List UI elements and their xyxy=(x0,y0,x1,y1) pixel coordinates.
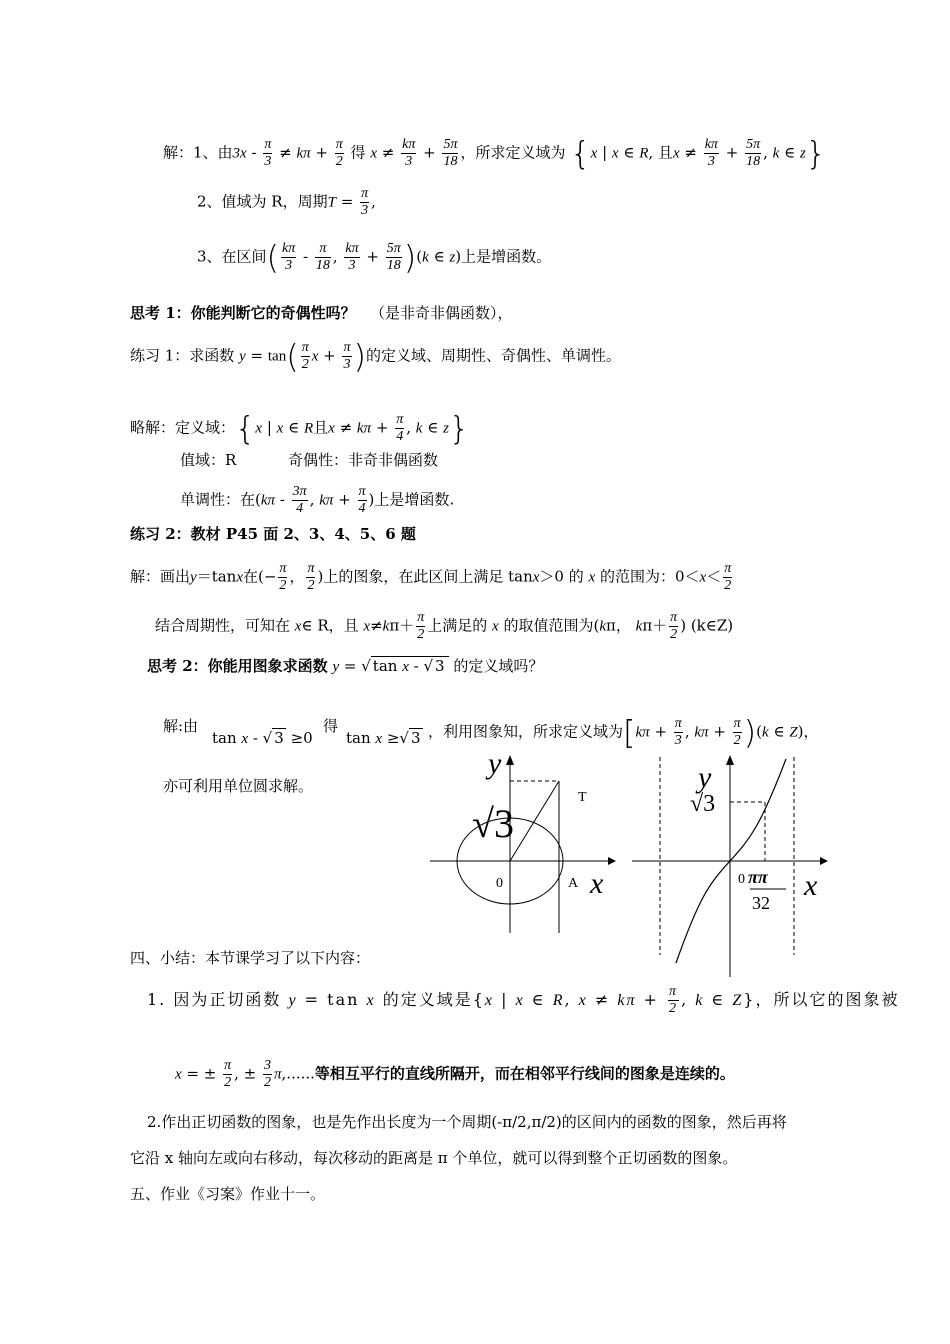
summary-point-2-line-1: 2.作出正切函数的图象，也是先作出长度为一个周期(-π/2,π/2)的区间内的函数的图象，然后再将 xyxy=(147,1113,787,1131)
think-2-unit-circle-note: 亦可利用单位圆求解。 xyxy=(163,777,314,795)
t-label: T xyxy=(578,790,587,805)
homework: 五、作业《习案》作业十一。 xyxy=(130,1185,326,1203)
unit-circle-figure xyxy=(420,745,620,935)
a-label: A xyxy=(568,876,579,891)
exercise-1: 练习 1：求函数 y = tan( $\frac{\pi}{2}$ x + $\frac{\pi}{3}$ )的定义域、周期性、奇偶性、单调性。 xyxy=(130,337,621,376)
exercise-1-parity: 奇偶性：非奇非偶函数 xyxy=(288,451,439,469)
solution-line-1: 解：1、由3x - $\frac{\pi}{3}$ ≠ kπ + $\frac{\pi}{2}$ 得 x ≠ $\frac{k\pi}{3}$ + $\frac{5\pi}{18}$ ，所求定义域为 {x | x ∈ R, 且x ≠ $\frac{k\pi}{3}$ + $\frac{5\pi}{18}$ , k ∈ z} xyxy=(163,134,827,173)
exercise-1-domain: 略解：定义域：{x | x ∈ R且x ≠ kπ + $\frac{\pi}{4}$ , k ∈ z} xyxy=(130,409,470,448)
think-2-inequality-1: tan x - √ 3 ≥0 xyxy=(212,729,313,747)
exercise-2-title: 练习 2：教材 P45 面 2、3、4、5、6 题 xyxy=(130,525,416,543)
x-axis-label-2: x xyxy=(804,869,818,902)
solution-line-2: 2、值域为 R，周期T = $\frac{\pi}{3}$ , xyxy=(197,186,376,218)
tangent-graph-figure xyxy=(628,745,838,980)
origin-label-2: 0 xyxy=(738,872,745,887)
y-axis-label-2: y xyxy=(698,761,712,794)
solution-line-3: 3、在区间( $\frac{k\pi}{3}$ - $\frac{\pi}{18}$ , $\frac{k\pi}{3}$ + $\frac{5\pi}{18}$ )(k ∈ z)上是增函数。 xyxy=(197,238,552,277)
think-2-solution: 解:由 xyxy=(163,717,199,735)
exercise-1-monotonic: 单调性：在(kπ - $\frac{3\pi}{4}$ , kπ + $\frac{\pi}{4}$ )上是增函数. xyxy=(180,484,455,516)
sqrt3-label-2: √3 xyxy=(690,791,716,817)
summary-point-1-cont: x = ± $\frac{\pi}{2}$ , ± $\frac{3}{2}$ π,......等相互平行的直线所隔开，而在相邻平行线间的图象是连续的。 xyxy=(175,1058,735,1090)
exercise-2-solution: 解：画出y＝tanx在(− $\frac{\pi}{2}$ ， $\frac{\pi}{2}$ )上的图象，在此区间上满足 tanx＞0 的 x 的范围为：0＜x＜ $\frac{\pi}{2}$ xyxy=(130,561,732,593)
think-1: 思考 1：你能判断它的奇偶性吗？ （是非奇非偶函数）， xyxy=(130,304,513,322)
y-axis-label: y xyxy=(488,747,502,780)
origin-label: 0 xyxy=(496,876,503,891)
think-2-de: 得 xyxy=(323,717,339,735)
pi-label: ππ xyxy=(748,867,768,887)
exercise-2-period: 结合周期性，可知在 x∈ R，且 x≠kπ＋ $\frac{\pi}{2}$ 上满足的 x 的取值范围为(kπ， kπ＋ $\frac{\pi}{2}$ ) (k∈Z) xyxy=(155,610,734,642)
x-axis-label: x xyxy=(590,867,604,900)
summary-point-2-line-2: 它沿 x 轴向左或向右移动，每次移动的距离是 π 个单位，就可以得到整个正切函数的图象。 xyxy=(130,1149,738,1167)
summary-title: 四、小结：本节课学习了以下内容： xyxy=(130,949,371,967)
think-2-domain: ，利用图象知，所求定义域为[kπ + $\frac{\pi}{3}$ , kπ + $\frac{\pi}{2}$ )(k ∈ Z)， xyxy=(428,713,819,752)
think-2: 思考 2：你能用图象求函数 y = √ tan x - √ 3 的定义域吗？ xyxy=(147,657,544,675)
exercise-1-range: 值域：R xyxy=(180,451,237,469)
sqrt3-label: √3 xyxy=(472,801,514,846)
summary-point-1: 1. 因为正切函数 y = tan x 的定义域是{x | x ∈ R, x ≠ kπ + $\frac{\pi}{2}$ , k ∈ Z}，所以它的图象被 xyxy=(147,984,900,1016)
denominator-label: 32 xyxy=(752,893,770,913)
think-2-inequality-2: tan x ≥√ 3 xyxy=(346,729,421,747)
